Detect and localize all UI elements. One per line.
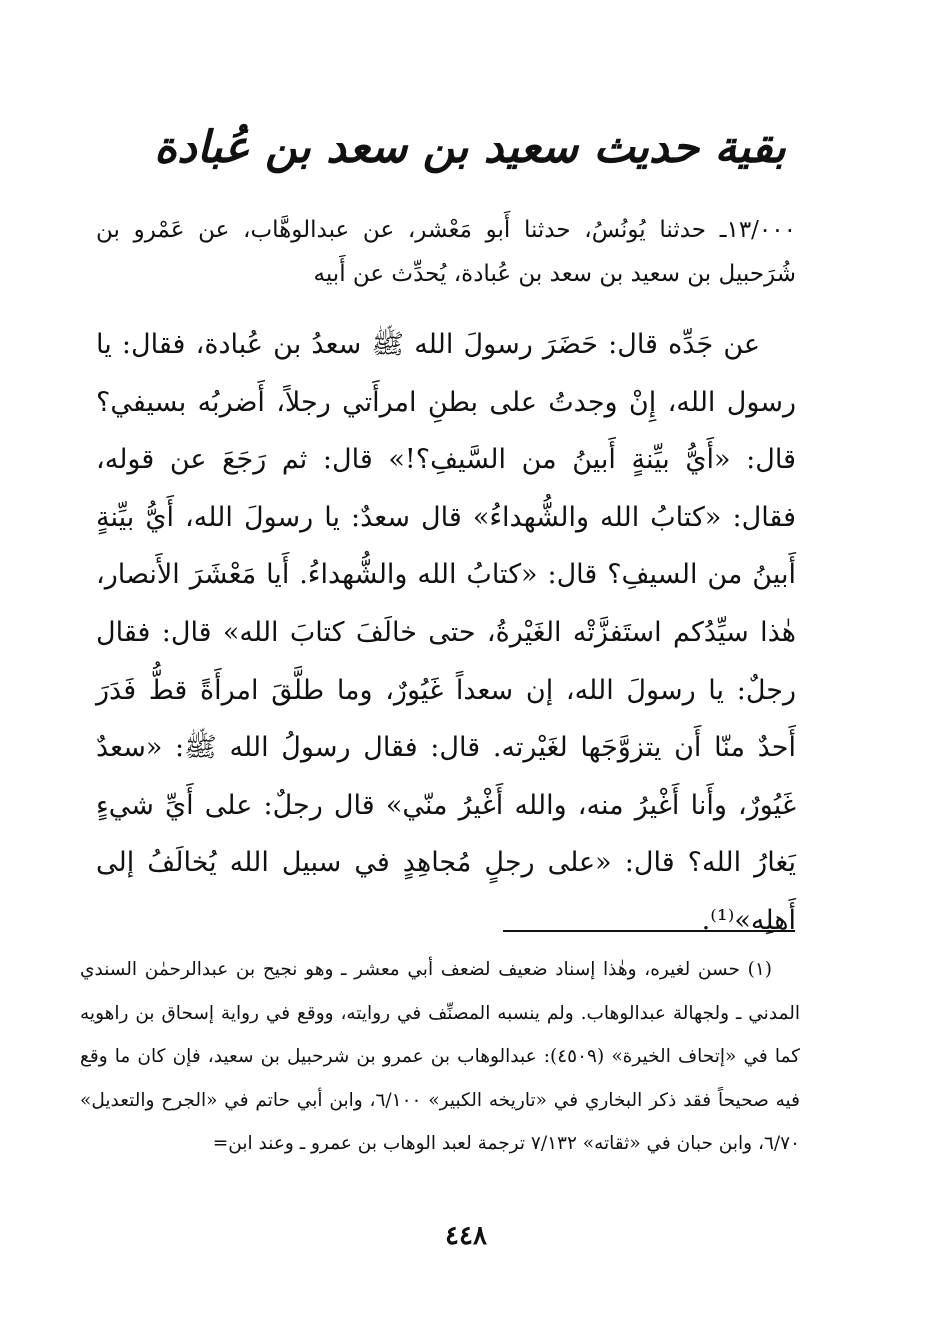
isnad-text: حدثنا يُونُسُ، حدثنا أَبو مَعْشر، عن عبدالوهَّاب، عن عَمْرو بن شُرَحبيل بن سعيد بن سعد بن عُبادة، يُحدِّث عن أَبيه (96, 217, 796, 287)
hadith-matn: عن جَدِّه قال: حَضَرَ رسولَ الله ﷺ سعدُ بن عُبادة، فقال: يا رسول الله، إِنْ وجدتُ على بطنِ امرأَتي رجلاً، أَضربُه بسيفي؟ قال: «أَيُّ بيِّنةٍ أَبينُ من السَّيفِ؟!» قال: ثم رَجَعَ عن قوله، فقال: «كتابُ الله والشُّهداءُ» قال سعدٌ: يا رسولَ الله، أَيُّ بيِّنةٍ أَبينُ من السيفِ؟ قال: «كتابُ الله والشُّهداءُ. أَيا مَعْشَرَ الأَنصار، هٰذا سيِّدُكم استَفزَّتْه الغَيْرةُ، حتى خالَفَ كتابَ الله» قال: فقال رجلٌ: يا رسولَ الله، إن سعداً غَيُورٌ، وما طلَّقَ امرأَةً قطُّ فَدَرَ أَحدٌ منّا أَن يتزوَّجَها لغَيْرته. قال: فقال رسولُ الله ﷺ: «سعدٌ غَيُورٌ، وأَنا أَغْيرُ منه، والله أَغْيرُ منّي» قال رجلٌ: على أَيِّ شيءٍ يَغارُ الله؟ قال: «على رجلٍ مُجاهِدٍ في سبيل الله يُخالَفُ إلى أَهلِه»⁽¹⁾. (96, 329, 796, 936)
section-title: بقية حديث سعيد بن سعد بن عُبادة (154, 122, 786, 173)
footnote: (١) حسن لغيره، وهٰذا إسناد ضعيف لضعف أبي معشر ـ وهو نجيح بن عبدالرحمٰن السندي المدني ـ ولجهالة عبدالوهاب. ولم ينسبه المصنِّف في روايته، ووقع في رواية إسحاق بن راهويه كما في «إتحاف الخيرة» (٤٥٠٩): عبدالوهاب بن عمرو بن شرحبيل بن سعيد، فإن كان ما وقع فيه صحيحاً فقد ذكر البخاري في «تاريخه الكبير» ٦/١٠٠، وابن أبي حاتم في «الجرح والتعديل» ٦/٧٠، وابن حبان في «ثقاته» ٧/١٣٢ ترجمة لعبد الوهاب بن عمرو ـ وعند ابن= (80, 959, 800, 1154)
hadith-isnad (96, 208, 796, 296)
hadith-number: ١٣/٠٠٠ـ (719, 217, 796, 243)
page-number: ٤٤٨ (445, 1221, 487, 1251)
footnote-separator (503, 930, 795, 932)
